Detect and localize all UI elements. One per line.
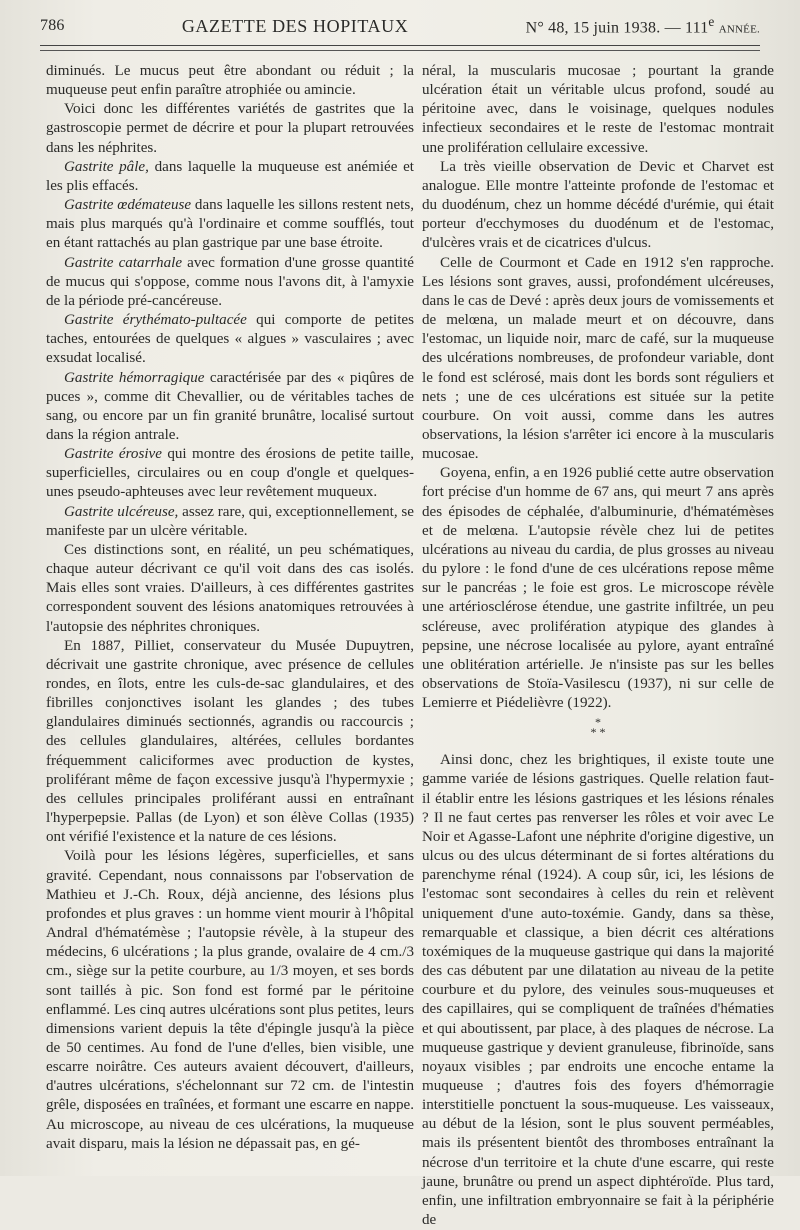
paragraph: En 1887, Pilliet, conservateur du Musée Dupuytren, décrivait une gastrite chronique, avec présence de cellules rondes, en îlots, entre les culs-de-sac glandulaires, et des fibrilles conjonctives isolant les glandes ; des tubes glandulaires diminués sectionnés, agrandis ou raccourcis ; des cellules glandulaires, altérées, cellules bordantes fréquemment caliciformes avec production de kystes, proliférant même de façon excessive jusqu'à l'hypermyxie ; des cellules principales proliférant aussi en entraînant l'hyperpepsie. Pallas (de Lyon) et son élève Collas (1935) ont vérifié l'existence et la nature de ces lésions. bbox=[46, 637, 414, 846]
paragraph: Voilà pour les lésions légères, superficielles, et sans gravité. Cependant, nous connaissons par l'observation de Mathieu et J.-Ch. Roux, déjà ancienne, des lésions plus profondes et plus graves : un homme vient mourir à l'hôpital Andral d'hématémèse ; l'autopsie révèle, à la stupeur des médecins, 6 ulcérations ; la plus grande, ovalaire de 4 cm./3 cm., siège sur la petite courbure, au 1/3 moyen, et ses bords sont taillés à pic. Son fond est formé par le péritoine enflammé. Les cinq autres ulcérations sont plus petites, leurs dimensions varient depuis la tête d'épingle jusqu'à la pièce de 50 centimes. Au fond de l'une d'elles, bien visible, une escarre noirâtre. Ces auteurs avaient découvert, d'ailleurs, d'autres ulcérations, s'échelonnant sur 72 cm. de l'intestin grêle, disposées en traînées, et formant une escarre en nappe. Au microscope, au niveau de ces ulcérations, la muqueuse avait disparu, mais la lésion ne dépassait pas, en gé- bbox=[46, 848, 414, 1152]
gastritis-term: Gastrite érosive bbox=[64, 446, 162, 463]
paragraph: diminués. Le mucus peut être abondant ou réduit ; la muqueuse peut enfin paraître atrophiée ou amincie. bbox=[46, 63, 414, 99]
paragraph-text: qui comporte de petites taches, entourées de quelques « algues » vasculaires ; avec exsudat localisé. bbox=[46, 312, 414, 367]
paragraph-text: caractérisée par des « piqûres de puces », comme dit Chevallier, ou de véritables taches de sang, ou encore par un fin granité brunâtre, localisé surtout dans la région antrale. bbox=[46, 369, 414, 443]
page-number: 786 bbox=[40, 17, 65, 34]
issue-sup: e bbox=[708, 14, 715, 30]
issue-info bbox=[526, 14, 760, 37]
paragraph-text: avec formation d'une grosse quantité de mucus qui s'oppose, comme nous l'avons dit, à l'amyxie de la période pré-cancéreuse. bbox=[46, 254, 415, 309]
paragraph: Celle de Courmont et Cade en 1912 s'en rapproche. Les lésions sont graves, aussi, profondément ulcéreuses, dans le cas de Devé : après deux jours de vomissements et de melœna, un malade meurt et on découvre, dans l'estomac, un liquide noir, marc de café, sur la muqueuse des ulcérations nombreuses, de profondeur variable, dont le fond est sclérosé, mais dont les bords sont réguliers et nets ; une de ces ulcérations est située sur la petite courbure. On voit aussi, comme dans les autres observations, la lésion s'arrêter ici encore à la muscularis mucosae. bbox=[422, 254, 774, 463]
paragraph bbox=[46, 445, 414, 502]
paragraph: Ces distinctions sont, en réalité, un peu schématiques, chaque auteur décrivant ce qu'il voit dans des cas isolés. Mais elles sont vraies. D'ailleurs, à ces différentes gastrites correspondent souvent des lésions anatomiques retrouvées à l'autopsie des néphrites chroniques. bbox=[46, 541, 414, 635]
issue-suffix: ANNÉE. bbox=[718, 23, 760, 36]
section-separator: * * * bbox=[590, 715, 606, 740]
paragraph: La très vieille observation de Devic et Charvet est analogue. Elle montre l'atteinte profonde de l'estomac et du duodénum, chez un homme décédé d'urémie, qui était porteur d'ecchymoses du duodénum et de l'estomac, d'ulcères vrais et de cicatrices d'ulcus. bbox=[422, 158, 774, 252]
gastritis-term: Gastrite hémorragique bbox=[64, 369, 205, 386]
right-column bbox=[422, 62, 774, 1230]
journal-title: GAZETTE DES HOPITAUX bbox=[181, 15, 409, 36]
paragraph bbox=[46, 196, 414, 253]
paragraph bbox=[46, 311, 414, 368]
paragraph: Goyena, enfin, a en 1926 publié cette autre observation fort précise d'un homme de 67 ans, qui meurt 7 ans après des épisodes de céphalée, d'albuminurie, d'hématémèses et de melœna. L'autopsie révèle chez lui de petites ulcérations au niveau du cardia, de plus grosses au niveau du pylore : le fond d'une de ces ulcérations repose même sur le pancréas ; le foie est gros. Le microscope révèle une artériosclérose étendue, une gastrite infiltrée, un peu scléreuse, avec prolifération atypique des glandes à pepsine, une nécrose localisée au pylore, ayant entraîné une oblitération artérielle. Je n'insiste pas sur les belles observations de Stoïa-Vasilescu (1937), ni sur celle de Lemierre et Piédelièvre (1922). bbox=[422, 465, 774, 712]
paragraph-text: qui montre des érosions de petite taille, superficielles, circulaires ou en coup d'ongle et quelques-unes pseudo-aphteuses avec leur revêtement muqueux. bbox=[46, 446, 414, 501]
paragraph bbox=[46, 503, 414, 541]
paragraph bbox=[46, 369, 414, 446]
paragraph: néral, la muscularis mucosae ; pourtant la grande ulcération était un véritable ulcus profond, soudé au péritoine avec, dans le voisinage, quelques nodules infectieux secondaires et le reste de l'estomac montrait une prolifération cellulaire excessive. bbox=[422, 63, 774, 156]
gastritis-term: Gastrite pâle, bbox=[64, 158, 149, 175]
paragraph-text: dans laquelle les sillons restent nets, mais plus marqués qu'à l'ordinaire et comme soufflés, tout en étant rattachés au plan gastrique par une base étroite. bbox=[46, 197, 414, 252]
gastritis-term: Gastrite œdémateuse bbox=[64, 197, 192, 214]
gastritis-term: Gastrite érythémato-pultacée bbox=[64, 312, 247, 329]
gastritis-term: Gastrite ulcéreuse, bbox=[64, 503, 179, 520]
gastritis-term: Gastrite catarrhale bbox=[64, 254, 183, 271]
paragraph: Ainsi donc, chez les brightiques, il existe toute une gamme variée de lésions gastriques. Quelle relation faut-il établir entre les lésions gastriques et les lésions rénales ? Il ne faut certes pas renverser les rôles et voir avec Le Noir et Agasse-Lafont une néphrite d'origine digestive, un ulcus ou des ulcus déterminant de si fortes altérations du parenchyme rénal (1924). A coup sûr, ici, les lésions de l'estomac sont secondaires à celles du rein et relèvent uniquement d'une auto-toxémie. Gandy, dans sa thèse, remarquable et classique, a bien décrit ces altérations toxémiques de la muqueuse gastrique qui dans la majorité des cas débutent par une dilatation au niveau de la petite courbure et du pylore, des veinules sous-muqueuses et des capillaires, qui se compliquent de traînées d'hématies et qui aboutissent, par place, à des plaques de nécrose. La muqueuse gastrique y devient granuleuse, fibrinoïde, sans noyaux visibles ; par endroits une encoche entame la muqueuse ; d'autres fois des foyers d'hémorragie interstitielle ponctuent la sous-muqueuse. Les vaisseaux, au début de la lésion, sont le plus souvent perméables, mais ils présentent bientôt des thromboses entraînant la nécrose d'un territoire et la chute d'une escarre, qui reste jaune, brunâtre ou prend un aspect diphtéroïde. Plus tard, enfin, une infiltration embryonnaire se fait à la périphérie de bbox=[422, 752, 774, 1229]
paragraph-text: dans laquelle la muqueuse est anémiée et les plis effacés. bbox=[46, 158, 414, 194]
left-column bbox=[46, 62, 414, 1154]
paragraph: Voici donc les différentes variétés de gastrites que la gastroscopie permet de décrire et pour la plupart retrouvées dans les néphrites. bbox=[46, 101, 414, 156]
header-rule-bottom bbox=[40, 50, 760, 51]
paragraph-text: assez rare, qui, exceptionnellement, se manifeste par un ulcère véritable. bbox=[46, 503, 415, 539]
paragraph bbox=[46, 254, 414, 311]
running-header bbox=[40, 8, 760, 44]
issue-text: N° 48, 15 juin 1938. — 111 bbox=[525, 19, 709, 37]
paragraph bbox=[46, 158, 414, 196]
header-rule-top bbox=[40, 45, 760, 46]
